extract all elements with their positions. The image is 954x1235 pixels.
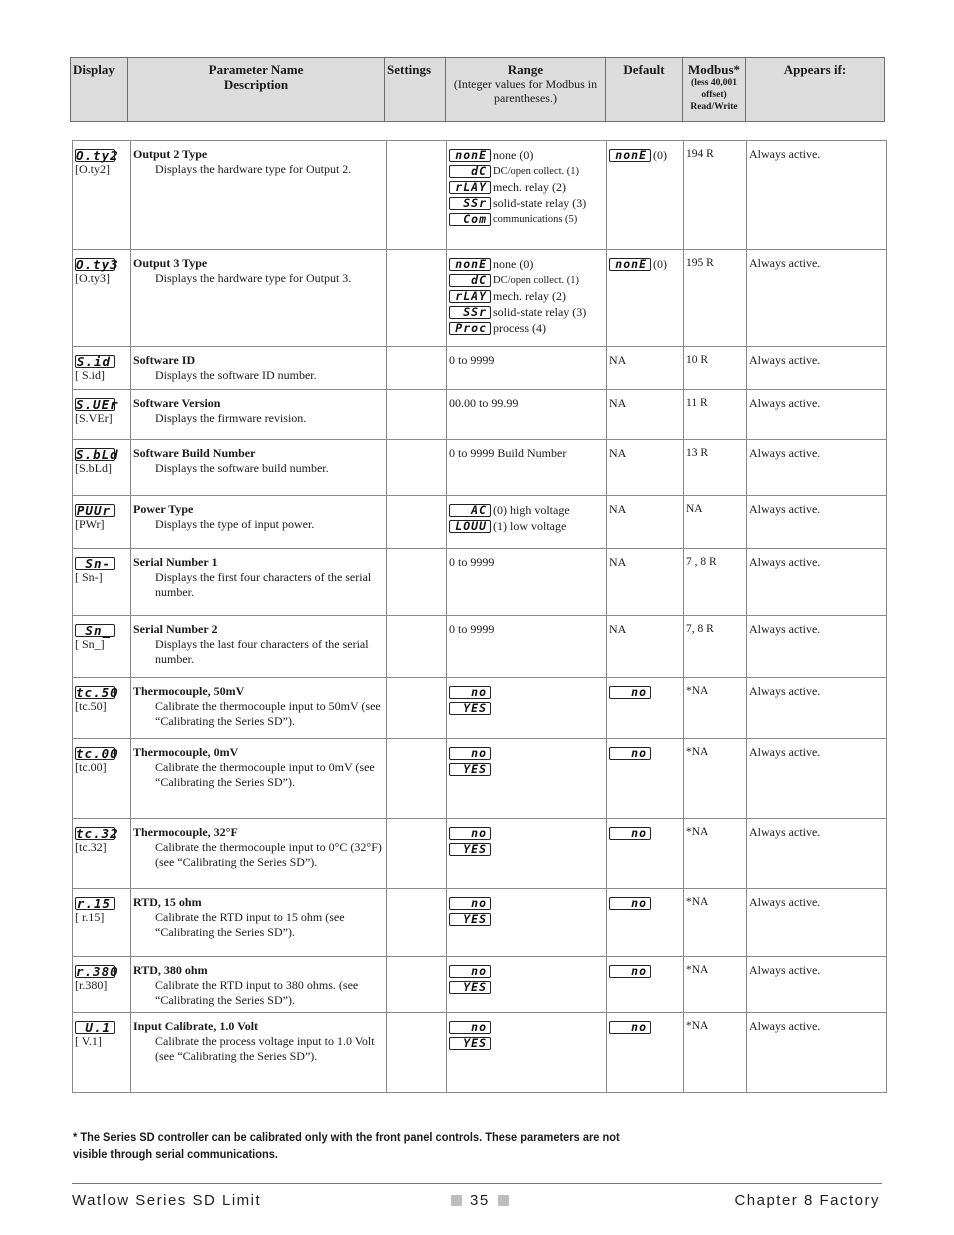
- display-cell: [73, 739, 131, 819]
- table-row: [73, 496, 887, 549]
- range-option-readout: nonE: [449, 149, 491, 162]
- range-option-readout: YES: [449, 1037, 491, 1050]
- range-option-readout: dC: [449, 165, 491, 178]
- modbus-cell: *NA: [684, 678, 747, 739]
- range-cell: [447, 347, 607, 390]
- parameter-cell: [131, 739, 387, 819]
- range-option-text: process (4): [493, 320, 546, 335]
- modbus-cell: *NA: [684, 819, 747, 889]
- range-cell: [447, 549, 607, 616]
- display-readout: tc.00: [76, 745, 119, 761]
- range-option: [449, 211, 604, 227]
- display-cell: [73, 819, 131, 889]
- display-cell: [73, 440, 131, 496]
- parameter-name: Power Type: [133, 502, 194, 516]
- modbus-cell: 10 R: [684, 347, 747, 390]
- header-modbus-note3: Read/Write: [690, 102, 738, 112]
- parameter-cell: [131, 616, 387, 678]
- range-option: [449, 1035, 604, 1051]
- range-option: [449, 745, 604, 761]
- range-text: 0 to 9999: [449, 353, 495, 367]
- settings-cell: [387, 739, 447, 819]
- parameter-description: Displays the software build number.: [155, 461, 329, 475]
- table-row: [73, 819, 887, 889]
- appears-if-cell: Always active.: [747, 440, 887, 496]
- display-code: [tc.50]: [75, 699, 107, 713]
- range-option-readout: YES: [449, 843, 491, 856]
- range-option-readout: dC: [449, 274, 491, 287]
- modbus-cell: 195 R: [684, 250, 747, 347]
- display-cell: [73, 496, 131, 549]
- range-option-text: mech. relay (2): [493, 179, 566, 194]
- appears-if-cell: Always active.: [747, 549, 887, 616]
- display-cell: [73, 1013, 131, 1093]
- square-bullet-icon: [498, 1195, 509, 1206]
- settings-cell: [387, 889, 447, 957]
- default-value: [609, 745, 681, 761]
- parameter-description: Calibrate the RTD input to 380 ohms. (see “Calibrating the Series SD”).: [155, 978, 359, 1007]
- page-number: 35: [470, 1192, 490, 1209]
- parameter-cell: [131, 678, 387, 739]
- header-range-label: Range: [507, 62, 544, 77]
- range-option-text: DC/open collect. (1): [493, 165, 580, 177]
- range-cell: [447, 739, 607, 819]
- default-text: NA: [609, 502, 627, 516]
- table-row: [73, 957, 887, 1013]
- modbus-cell: *NA: [684, 889, 747, 957]
- parameter-name: Output 2 Type: [133, 147, 208, 161]
- footer-right: Chapter 8 Factory: [734, 1192, 880, 1209]
- range-option-readout: SSr: [449, 197, 491, 210]
- display-code: [ r.15]: [75, 910, 105, 924]
- display-readout: U.1: [75, 1021, 115, 1034]
- default-cell: [607, 889, 684, 957]
- display-code: [tc.32]: [75, 840, 107, 854]
- parameter-description: Calibrate the RTD input to 15 ohm (see “Calibrating the Series SD”).: [155, 910, 345, 939]
- range-option-readout: no: [449, 965, 491, 978]
- parameter-description: Displays the hardware type for Output 2.: [155, 162, 352, 176]
- display-cell: [73, 678, 131, 739]
- settings-cell: [387, 250, 447, 347]
- range-option: [449, 700, 604, 716]
- range-option-readout: YES: [449, 981, 491, 994]
- display-readout: Sn-: [75, 557, 115, 570]
- default-value: [609, 825, 681, 841]
- range-option-text: (1) low voltage: [493, 518, 567, 533]
- display-readout: S.bLd: [76, 446, 119, 462]
- parameter-cell: [131, 440, 387, 496]
- display-code: [PWr]: [75, 517, 105, 531]
- default-cell: [607, 739, 684, 819]
- parameter-name: Thermocouple, 50mV: [133, 684, 245, 698]
- default-cell: [607, 819, 684, 889]
- display-code: [O.ty2]: [75, 162, 110, 176]
- parameter-name: RTD, 15 ohm: [133, 895, 202, 909]
- parameter-cell: [131, 957, 387, 1013]
- parameter-name: Software ID: [133, 353, 196, 367]
- default-text: NA: [609, 622, 627, 636]
- range-option-readout: LOUU: [449, 520, 491, 533]
- display-cell: [73, 549, 131, 616]
- range-option-readout: AC: [449, 504, 491, 517]
- parameter-description: Calibrate the thermocouple input to 50mV (see “Calibrating the Series SD”).: [155, 699, 381, 728]
- range-cell: [447, 819, 607, 889]
- modbus-cell: 7 , 8 R: [684, 549, 747, 616]
- table-row: [73, 250, 887, 347]
- parameter-name: Software Version: [133, 396, 221, 410]
- appears-if-cell: Always active.: [747, 678, 887, 739]
- default-readout: nonE: [609, 258, 651, 271]
- modbus-cell: NA: [684, 496, 747, 549]
- range-option-text: solid-state relay (3): [493, 304, 587, 319]
- display-code: [ V.1]: [75, 1034, 102, 1048]
- modbus-cell: 11 R: [684, 390, 747, 440]
- settings-cell: [387, 440, 447, 496]
- parameter-cell: [131, 819, 387, 889]
- range-option: [449, 272, 604, 288]
- range-option: [449, 895, 604, 911]
- table-row: [73, 141, 887, 250]
- appears-if-cell: Always active.: [747, 957, 887, 1013]
- display-readout: PUUr: [75, 504, 115, 517]
- table-row: [73, 347, 887, 390]
- parameter-description: Displays the software ID number.: [155, 368, 317, 382]
- range-option: [449, 179, 604, 195]
- parameter-cell: [131, 141, 387, 250]
- settings-cell: [387, 347, 447, 390]
- range-cell: [447, 141, 607, 250]
- default-readout: no: [609, 686, 651, 699]
- range-option-text: communications (5): [493, 213, 578, 225]
- range-option-text: DC/open collect. (1): [493, 274, 580, 286]
- range-cell: [447, 1013, 607, 1093]
- footnote: * The Series SD controller can be calibrated only with the front panel controls. These parameters are not visible through serial communications.: [73, 1130, 620, 1161]
- settings-cell: [387, 390, 447, 440]
- appears-if-cell: Always active.: [747, 141, 887, 250]
- range-cell: [447, 440, 607, 496]
- range-cell: [447, 616, 607, 678]
- default-cell: [607, 549, 684, 616]
- parameter-description: Displays the last four characters of the serial number.: [155, 637, 369, 666]
- footer-divider: [72, 1183, 882, 1184]
- default-cell: [607, 440, 684, 496]
- range-option-text: none (0): [493, 147, 534, 162]
- parameter-description: Displays the firmware revision.: [155, 411, 307, 425]
- parameter-name: Thermocouple, 32°F: [133, 825, 238, 839]
- header-settings: Settings: [385, 58, 446, 122]
- settings-cell: [387, 1013, 447, 1093]
- display-cell: [73, 347, 131, 390]
- settings-cell: [387, 496, 447, 549]
- display-readout: r.15: [75, 897, 115, 910]
- parameter-cell: [131, 1013, 387, 1093]
- display-code: [ Sn_]: [75, 637, 105, 651]
- range-option-readout: YES: [449, 702, 491, 715]
- default-cell: [607, 141, 684, 250]
- appears-if-cell: Always active.: [747, 819, 887, 889]
- range-cell: [447, 678, 607, 739]
- range-cell: [447, 250, 607, 347]
- parameter-cell: [131, 496, 387, 549]
- footer-left: Watlow Series SD Limit: [72, 1192, 262, 1209]
- display-cell: [73, 616, 131, 678]
- modbus-cell: *NA: [684, 1013, 747, 1093]
- display-code: [ S.id]: [75, 368, 105, 382]
- range-option-readout: SSr: [449, 306, 491, 319]
- display-readout: r.380: [76, 963, 119, 979]
- range-option-text: (0) high voltage: [493, 502, 570, 517]
- range-option: [449, 825, 604, 841]
- range-option-readout: Proc: [449, 322, 491, 335]
- parameter-name: Serial Number 2: [133, 622, 218, 636]
- default-cell: [607, 250, 684, 347]
- range-text: 00.00 to 99.99: [449, 396, 519, 410]
- range-cell: [447, 957, 607, 1013]
- default-cell: [607, 390, 684, 440]
- display-cell: [73, 957, 131, 1013]
- default-text: (0): [653, 256, 667, 271]
- range-option-text: mech. relay (2): [493, 288, 566, 303]
- range-option-readout: YES: [449, 763, 491, 776]
- parameter-cell: [131, 390, 387, 440]
- range-option-readout: no: [449, 897, 491, 910]
- default-value: [609, 256, 681, 272]
- display-readout: Sn_: [75, 624, 115, 637]
- parameter-description: Displays the first four characters of the serial number.: [155, 570, 372, 599]
- range-option-readout: Com: [449, 213, 491, 226]
- parameter-name: Input Calibrate, 1.0 Volt: [133, 1019, 259, 1033]
- range-option: [449, 195, 604, 211]
- range-option-readout: YES: [449, 913, 491, 926]
- range-option: [449, 320, 604, 336]
- default-value: [609, 684, 681, 700]
- appears-if-cell: Always active.: [747, 739, 887, 819]
- header-modbus-note2: offset): [701, 90, 727, 100]
- modbus-cell: *NA: [684, 739, 747, 819]
- default-readout: no: [609, 747, 651, 760]
- display-cell: [73, 141, 131, 250]
- parameter-name: RTD, 380 ohm: [133, 963, 208, 977]
- appears-if-cell: Always active.: [747, 347, 887, 390]
- range-option-readout: no: [449, 1021, 491, 1034]
- parameter-cell: [131, 889, 387, 957]
- table-row: [73, 549, 887, 616]
- range-option-readout: no: [449, 747, 491, 760]
- range-option: [449, 1019, 604, 1035]
- table-row: [73, 678, 887, 739]
- settings-cell: [387, 616, 447, 678]
- default-value: [609, 1019, 681, 1035]
- modbus-cell: 194 R: [684, 141, 747, 250]
- settings-cell: [387, 957, 447, 1013]
- header-range: [446, 58, 606, 122]
- display-readout: tc.50: [76, 684, 119, 700]
- parameter-description: Displays the hardware type for Output 3.: [155, 271, 352, 285]
- default-cell: [607, 496, 684, 549]
- default-text: NA: [609, 555, 627, 569]
- parameter-name: Thermocouple, 0mV: [133, 745, 239, 759]
- appears-if-cell: Always active.: [747, 390, 887, 440]
- modbus-cell: 13 R: [684, 440, 747, 496]
- default-cell: [607, 678, 684, 739]
- appears-if-cell: Always active.: [747, 889, 887, 957]
- display-cell: [73, 390, 131, 440]
- header-modbus: [683, 58, 746, 122]
- display-code: [O.ty3]: [75, 271, 110, 285]
- header-display: Display: [71, 58, 128, 122]
- range-option-readout: no: [449, 686, 491, 699]
- appears-if-cell: Always active.: [747, 496, 887, 549]
- appears-if-cell: Always active.: [747, 1013, 887, 1093]
- modbus-cell: 7, 8 R: [684, 616, 747, 678]
- parameter-name: Serial Number 1: [133, 555, 218, 569]
- default-readout: no: [609, 965, 651, 978]
- range-option: [449, 304, 604, 320]
- range-option: [449, 256, 604, 272]
- range-option-readout: nonE: [449, 258, 491, 271]
- parameter-description: Calibrate the thermocouple input to 0°C (32°F) (see “Calibrating the Series SD”).: [155, 840, 382, 869]
- parameter-cell: [131, 347, 387, 390]
- range-option: [449, 288, 604, 304]
- table-row: [73, 440, 887, 496]
- header-range-note: (Integer values for Modbus in parentheses.): [453, 77, 598, 105]
- default-readout: nonE: [609, 149, 651, 162]
- display-readout: S.UEr: [76, 396, 119, 412]
- appears-if-cell: Always active.: [747, 616, 887, 678]
- display-cell: [73, 250, 131, 347]
- default-cell: [607, 347, 684, 390]
- range-option: [449, 163, 604, 179]
- default-text: NA: [609, 446, 627, 460]
- range-cell: [447, 390, 607, 440]
- table-row: [73, 889, 887, 957]
- default-value: [609, 147, 681, 163]
- display-readout: O.ty3: [76, 256, 119, 272]
- settings-cell: [387, 819, 447, 889]
- range-option: [449, 963, 604, 979]
- square-bullet-icon: [451, 1195, 462, 1206]
- parameter-description: Displays the type of input power.: [155, 517, 315, 531]
- header-modbus-label: Modbus*: [687, 62, 741, 77]
- default-text: (0): [653, 147, 667, 162]
- range-option-readout: rLAY: [449, 290, 491, 303]
- range-option: [449, 147, 604, 163]
- parameter-description: Calibrate the process voltage input to 1.0 Volt (see “Calibrating the Series SD”).: [155, 1034, 375, 1063]
- default-text: NA: [609, 353, 627, 367]
- header-modbus-note1: (less 40,001: [691, 78, 737, 88]
- default-readout: no: [609, 1021, 651, 1034]
- range-text: 0 to 9999 Build Number: [449, 446, 567, 460]
- range-option-text: solid-state relay (3): [493, 195, 587, 210]
- display-code: [r.380]: [75, 978, 108, 992]
- table-row: [73, 739, 887, 819]
- range-option: [449, 518, 604, 534]
- default-cell: [607, 957, 684, 1013]
- parameter-table-header: [70, 57, 885, 122]
- default-value: [609, 963, 681, 979]
- display-readout: O.ty2: [76, 147, 119, 163]
- header-description-label: Description: [223, 77, 289, 92]
- range-option: [449, 684, 604, 700]
- parameter-name: Software Build Number: [133, 446, 256, 460]
- display-code: [S.bLd]: [75, 461, 112, 475]
- header-param-name-label: Parameter Name: [208, 62, 304, 77]
- modbus-cell: *NA: [684, 957, 747, 1013]
- range-option-text: none (0): [493, 256, 534, 271]
- range-option-readout: no: [449, 827, 491, 840]
- range-cell: [447, 496, 607, 549]
- table-row: [73, 390, 887, 440]
- default-text: NA: [609, 396, 627, 410]
- parameter-rows: [73, 141, 887, 1093]
- parameter-description: Calibrate the thermocouple input to 0mV (see “Calibrating the Series SD”).: [155, 760, 375, 789]
- settings-cell: [387, 549, 447, 616]
- parameter-table: [72, 140, 887, 1093]
- range-option: [449, 911, 604, 927]
- range-text: 0 to 9999: [449, 622, 495, 636]
- table-row: [73, 616, 887, 678]
- display-cell: [73, 889, 131, 957]
- default-readout: no: [609, 897, 651, 910]
- default-cell: [607, 1013, 684, 1093]
- parameter-cell: [131, 250, 387, 347]
- display-code: [tc.00]: [75, 760, 107, 774]
- range-option: [449, 979, 604, 995]
- display-readout: S.id: [75, 355, 115, 368]
- range-cell: [447, 889, 607, 957]
- display-code: [ Sn-]: [75, 570, 103, 584]
- default-value: [609, 895, 681, 911]
- display-code: [S.VEr]: [75, 411, 113, 425]
- appears-if-cell: Always active.: [747, 250, 887, 347]
- default-readout: no: [609, 827, 651, 840]
- display-readout: tc.32: [76, 825, 119, 841]
- range-option-readout: rLAY: [449, 181, 491, 194]
- range-option: [449, 761, 604, 777]
- settings-cell: [387, 141, 447, 250]
- range-option: [449, 502, 604, 518]
- settings-cell: [387, 678, 447, 739]
- header-appears-if: Appears if:: [746, 58, 885, 122]
- header-parameter-name: [128, 58, 385, 122]
- footer-page: [451, 1192, 509, 1209]
- header-default: Default: [606, 58, 683, 122]
- table-row: [73, 1013, 887, 1093]
- parameter-cell: [131, 549, 387, 616]
- default-cell: [607, 616, 684, 678]
- range-option: [449, 841, 604, 857]
- range-text: 0 to 9999: [449, 555, 495, 569]
- parameter-name: Output 3 Type: [133, 256, 208, 270]
